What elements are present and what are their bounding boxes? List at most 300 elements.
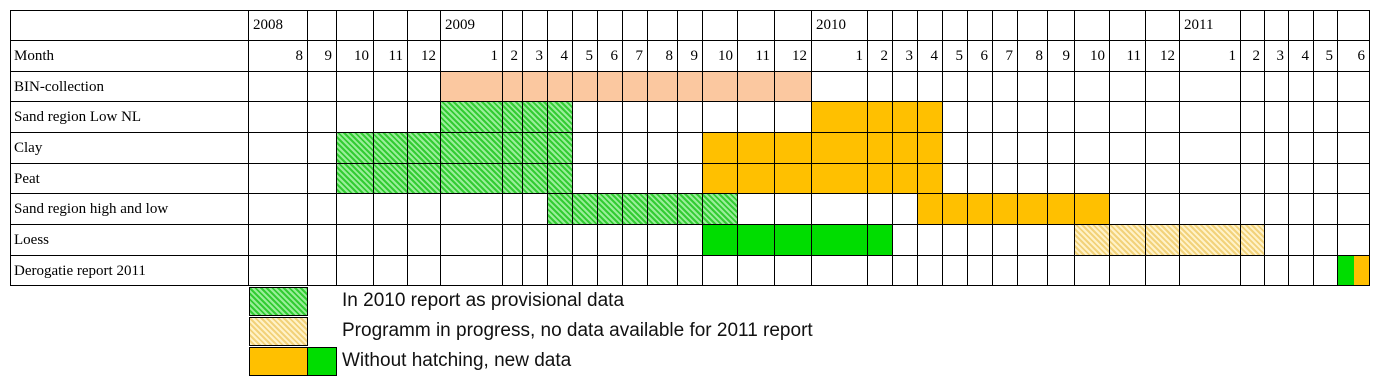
grid-cell	[943, 102, 968, 133]
grid-cell	[1180, 256, 1241, 286]
row-label: Clay	[10, 133, 249, 164]
year-header-cell	[703, 10, 738, 41]
grid-cell	[573, 164, 598, 194]
grid-cell	[678, 102, 703, 133]
grid-cell	[1338, 133, 1370, 164]
month-label: 6	[1338, 41, 1370, 72]
grid-cell	[623, 102, 648, 133]
grid-cell	[1146, 225, 1180, 256]
grid-cell	[503, 256, 523, 286]
grid-cell	[968, 133, 993, 164]
grid-cell	[441, 225, 503, 256]
year-header-cell	[548, 10, 573, 41]
grid-cell	[1338, 72, 1370, 102]
grid-cell	[1314, 133, 1338, 164]
grid-cell	[893, 133, 918, 164]
grid-cell	[1314, 72, 1338, 102]
grid-cell	[1180, 194, 1241, 225]
grid-cell	[1338, 256, 1370, 286]
grid-cell	[738, 194, 775, 225]
grid-cell	[1338, 194, 1370, 225]
month-label: 12	[1146, 41, 1180, 72]
grid-cell	[1180, 133, 1241, 164]
grid-cell	[812, 256, 868, 286]
legend-swatch-orange	[249, 347, 308, 376]
month-label: 11	[1110, 41, 1146, 72]
grid-cell	[573, 225, 598, 256]
grid-cell	[993, 72, 1018, 102]
row-label: Derogatie report 2011	[10, 256, 249, 286]
year-header-cell	[1146, 10, 1180, 41]
grid-cell	[1146, 164, 1180, 194]
year-header-cell	[1048, 10, 1075, 41]
grid-cell	[623, 72, 648, 102]
grid-cell	[408, 225, 441, 256]
grid-cell	[968, 164, 993, 194]
grid-cell	[598, 164, 623, 194]
grid-cell	[408, 256, 441, 286]
grid-cell	[868, 72, 893, 102]
year-header-empty	[10, 10, 249, 41]
grid-cell	[623, 256, 648, 286]
grid-cell	[678, 72, 703, 102]
grid-cell	[249, 133, 308, 164]
grid-cell	[374, 256, 408, 286]
grid-cell	[503, 133, 523, 164]
grid-cell	[918, 256, 943, 286]
grid-cell	[623, 164, 648, 194]
legend-swatch-yellow-hatch	[249, 317, 308, 346]
legend-label: Programm in progress, no data available for 2011 report	[342, 320, 813, 341]
month-label: 1	[441, 41, 503, 72]
month-label: 3	[523, 41, 548, 72]
grid-cell	[1018, 194, 1048, 225]
grid-cell	[918, 194, 943, 225]
grid-cell	[337, 225, 374, 256]
month-label: 4	[1289, 41, 1314, 72]
grid-cell	[993, 225, 1018, 256]
year-header-cell	[1241, 10, 1265, 41]
grid-cell	[1146, 194, 1180, 225]
grid-cell	[1018, 72, 1048, 102]
month-label: 6	[598, 41, 623, 72]
grid-cell	[678, 194, 703, 225]
grid-cell	[648, 225, 678, 256]
grid-cell	[868, 133, 893, 164]
grid-cell	[374, 164, 408, 194]
year-header-cell	[738, 10, 775, 41]
grid-cell	[249, 194, 308, 225]
grid-cell	[1241, 102, 1265, 133]
year-header-cell	[1018, 10, 1048, 41]
grid-cell	[1048, 194, 1075, 225]
grid-cell	[812, 72, 868, 102]
grid-cell	[523, 164, 548, 194]
grid-cell	[648, 256, 678, 286]
grid-cell	[408, 102, 441, 133]
grid-cell	[812, 133, 868, 164]
year-label: 2010	[812, 10, 868, 41]
grid-cell	[573, 102, 598, 133]
grid-cell	[648, 194, 678, 225]
grid-cell	[249, 164, 308, 194]
legend-swatch-green-hatch	[249, 287, 308, 316]
grid-cell	[678, 133, 703, 164]
grid-cell	[775, 164, 812, 194]
grid-cell	[703, 256, 738, 286]
grid-cell	[308, 194, 337, 225]
grid-cell	[943, 133, 968, 164]
grid-cell	[738, 102, 775, 133]
grid-cell	[703, 102, 738, 133]
grid-cell	[703, 225, 738, 256]
grid-cell	[918, 225, 943, 256]
grid-cell	[678, 256, 703, 286]
grid-cell	[1338, 102, 1370, 133]
grid-cell	[308, 225, 337, 256]
grid-cell	[812, 225, 868, 256]
grid-cell	[648, 102, 678, 133]
month-label: 10	[1075, 41, 1110, 72]
grid-cell	[943, 225, 968, 256]
year-header-cell	[503, 10, 523, 41]
month-label: 9	[308, 41, 337, 72]
grid-cell	[598, 72, 623, 102]
grid-cell	[738, 72, 775, 102]
grid-cell	[1241, 256, 1265, 286]
grid-cell	[441, 256, 503, 286]
grid-cell	[738, 225, 775, 256]
month-label: 6	[968, 41, 993, 72]
grid-cell	[1110, 194, 1146, 225]
month-label: 4	[548, 41, 573, 72]
grid-cell	[441, 72, 503, 102]
grid-cell	[1314, 194, 1338, 225]
grid-cell	[893, 256, 918, 286]
grid-cell	[408, 164, 441, 194]
grid-cell	[548, 72, 573, 102]
grid-cell	[993, 194, 1018, 225]
grid-cell	[812, 164, 868, 194]
grid-cell	[1314, 256, 1338, 286]
grid-cell	[573, 133, 598, 164]
grid-cell	[1265, 102, 1289, 133]
grid-cell	[1241, 72, 1265, 102]
grid-cell	[703, 164, 738, 194]
month-label: 1	[812, 41, 868, 72]
grid-cell	[1018, 102, 1048, 133]
grid-cell	[648, 72, 678, 102]
grid-cell	[249, 72, 308, 102]
grid-cell	[868, 225, 893, 256]
legend-swatch-green	[307, 347, 337, 376]
grid-cell	[1265, 256, 1289, 286]
year-label: 2008	[249, 10, 308, 41]
grid-cell	[408, 194, 441, 225]
grid-cell	[1048, 72, 1075, 102]
month-label: 7	[993, 41, 1018, 72]
grid-cell	[678, 164, 703, 194]
grid-cell	[1146, 256, 1180, 286]
grid-cell	[993, 102, 1018, 133]
year-header-cell	[1314, 10, 1338, 41]
grid-cell	[1146, 133, 1180, 164]
grid-cell	[308, 102, 337, 133]
grid-cell	[1018, 133, 1048, 164]
grid-cell	[308, 164, 337, 194]
grid-cell	[1110, 164, 1146, 194]
grid-cell	[943, 194, 968, 225]
grid-cell	[503, 72, 523, 102]
grid-cell	[573, 194, 598, 225]
grid-cell	[1338, 225, 1370, 256]
grid-cell	[523, 72, 548, 102]
grid-cell	[1265, 225, 1289, 256]
year-header-cell	[678, 10, 703, 41]
grid-cell	[1075, 194, 1110, 225]
grid-cell	[503, 225, 523, 256]
grid-cell	[337, 256, 374, 286]
grid-cell	[1048, 225, 1075, 256]
grid-cell	[868, 256, 893, 286]
grid-cell	[993, 256, 1018, 286]
grid-cell	[523, 194, 548, 225]
grid-cell	[598, 194, 623, 225]
grid-cell	[1110, 133, 1146, 164]
month-label: 11	[374, 41, 408, 72]
grid-cell	[1241, 164, 1265, 194]
grid-cell	[374, 102, 408, 133]
month-label: 12	[408, 41, 441, 72]
grid-cell	[943, 72, 968, 102]
grid-cell	[738, 133, 775, 164]
grid-cell	[523, 225, 548, 256]
grid-cell	[548, 164, 573, 194]
year-header-cell	[775, 10, 812, 41]
grid-cell	[548, 102, 573, 133]
month-header-label: Month	[10, 41, 249, 72]
grid-cell	[598, 225, 623, 256]
grid-cell	[1265, 194, 1289, 225]
month-label: 11	[738, 41, 775, 72]
grid-cell	[1314, 225, 1338, 256]
grid-cell	[993, 164, 1018, 194]
row-label: Loess	[10, 225, 249, 256]
grid-cell	[1314, 102, 1338, 133]
year-label: 2009	[441, 10, 503, 41]
year-header-cell	[893, 10, 918, 41]
grid-cell	[738, 256, 775, 286]
year-header-cell	[598, 10, 623, 41]
grid-cell	[893, 102, 918, 133]
grid-cell	[775, 225, 812, 256]
grid-cell	[1075, 102, 1110, 133]
grid-cell	[1018, 164, 1048, 194]
grid-cell	[943, 164, 968, 194]
row-label: Sand region Low NL	[10, 102, 249, 133]
grid-cell	[548, 256, 573, 286]
grid-cell	[1265, 72, 1289, 102]
grid-cell	[523, 102, 548, 133]
grid-cell	[623, 225, 648, 256]
month-label: 10	[703, 41, 738, 72]
grid-cell	[374, 194, 408, 225]
grid-cell	[1241, 225, 1265, 256]
grid-cell	[968, 102, 993, 133]
row-label: BIN-collection	[10, 72, 249, 102]
month-label: 2	[503, 41, 523, 72]
month-label: 5	[573, 41, 598, 72]
grid-cell	[374, 72, 408, 102]
month-label: 10	[337, 41, 374, 72]
grid-cell	[249, 256, 308, 286]
year-header-cell	[374, 10, 408, 41]
grid-cell	[308, 133, 337, 164]
grid-cell	[1289, 164, 1314, 194]
grid-cell	[573, 72, 598, 102]
grid-cell	[441, 133, 503, 164]
grid-cell	[1180, 102, 1241, 133]
month-label: 5	[1314, 41, 1338, 72]
grid-cell	[503, 102, 523, 133]
grid-cell	[1338, 164, 1370, 194]
grid-cell	[441, 102, 503, 133]
year-header-cell	[408, 10, 441, 41]
month-label: 5	[943, 41, 968, 72]
grid-cell	[775, 72, 812, 102]
grid-cell	[868, 102, 893, 133]
grid-cell	[968, 225, 993, 256]
grid-cell	[775, 133, 812, 164]
grid-cell	[893, 194, 918, 225]
grid-cell	[573, 256, 598, 286]
grid-cell	[523, 133, 548, 164]
grid-cell	[1289, 194, 1314, 225]
grid-cell	[1048, 102, 1075, 133]
grid-cell	[1289, 102, 1314, 133]
grid-cell	[374, 133, 408, 164]
month-label: 8	[249, 41, 308, 72]
grid-cell	[993, 133, 1018, 164]
month-label: 7	[623, 41, 648, 72]
grid-cell	[1265, 164, 1289, 194]
month-label: 8	[1018, 41, 1048, 72]
grid-cell	[1048, 133, 1075, 164]
grid-cell	[623, 194, 648, 225]
month-label: 8	[648, 41, 678, 72]
grid-cell	[1075, 133, 1110, 164]
grid-cell	[1241, 133, 1265, 164]
grid-cell	[968, 194, 993, 225]
grid-cell	[1110, 72, 1146, 102]
month-label: 9	[1048, 41, 1075, 72]
grid-cell	[337, 102, 374, 133]
grid-cell	[523, 256, 548, 286]
grid-cell	[1075, 256, 1110, 286]
year-header-cell	[337, 10, 374, 41]
month-label: 2	[868, 41, 893, 72]
grid-cell	[775, 256, 812, 286]
month-label: 3	[893, 41, 918, 72]
grid-cell	[648, 164, 678, 194]
grid-cell	[598, 133, 623, 164]
grid-cell	[1075, 72, 1110, 102]
grid-cell	[918, 133, 943, 164]
year-header-cell	[1110, 10, 1146, 41]
grid-cell	[678, 225, 703, 256]
grid-cell	[738, 164, 775, 194]
grid-cell	[703, 133, 738, 164]
year-header-cell	[623, 10, 648, 41]
grid-cell	[1180, 72, 1241, 102]
row-label: Sand region high and low	[10, 194, 249, 225]
grid-cell	[868, 194, 893, 225]
grid-cell	[337, 164, 374, 194]
year-header-cell	[1289, 10, 1314, 41]
grid-cell	[968, 72, 993, 102]
grid-cell	[1048, 256, 1075, 286]
grid-cell	[893, 72, 918, 102]
grid-cell	[308, 72, 337, 102]
grid-cell	[648, 133, 678, 164]
year-header-cell	[1075, 10, 1110, 41]
grid-cell	[441, 164, 503, 194]
grid-cell	[1180, 225, 1241, 256]
grid-cell	[598, 256, 623, 286]
year-header-cell	[918, 10, 943, 41]
month-label: 1	[1180, 41, 1241, 72]
grid-cell	[1265, 133, 1289, 164]
grid-cell	[943, 256, 968, 286]
month-label: 9	[678, 41, 703, 72]
grid-cell	[503, 194, 523, 225]
grid-cell	[918, 164, 943, 194]
year-header-cell	[868, 10, 893, 41]
grid-cell	[308, 256, 337, 286]
grid-cell	[1018, 225, 1048, 256]
grid-cell	[337, 72, 374, 102]
grid-cell	[1289, 256, 1314, 286]
year-label: 2011	[1180, 10, 1241, 41]
grid-cell	[598, 102, 623, 133]
grid-cell	[812, 102, 868, 133]
month-label: 3	[1265, 41, 1289, 72]
grid-cell	[408, 72, 441, 102]
grid-cell	[775, 194, 812, 225]
row-label: Peat	[10, 164, 249, 194]
year-header-cell	[523, 10, 548, 41]
grid-cell	[249, 102, 308, 133]
grid-cell	[374, 225, 408, 256]
grid-cell	[775, 102, 812, 133]
grid-cell	[1289, 225, 1314, 256]
grid-cell	[1110, 225, 1146, 256]
grid-cell	[1314, 164, 1338, 194]
grid-cell	[1110, 256, 1146, 286]
legend-label: In 2010 report as provisional data	[342, 290, 625, 311]
year-header-cell	[968, 10, 993, 41]
grid-cell	[1110, 102, 1146, 133]
month-label: 2	[1241, 41, 1265, 72]
grid-cell	[623, 133, 648, 164]
grid-cell	[408, 133, 441, 164]
year-header-cell	[573, 10, 598, 41]
year-header-cell	[648, 10, 678, 41]
grid-cell	[548, 194, 573, 225]
grid-cell	[1018, 256, 1048, 286]
grid-cell	[703, 194, 738, 225]
grid-cell	[918, 102, 943, 133]
